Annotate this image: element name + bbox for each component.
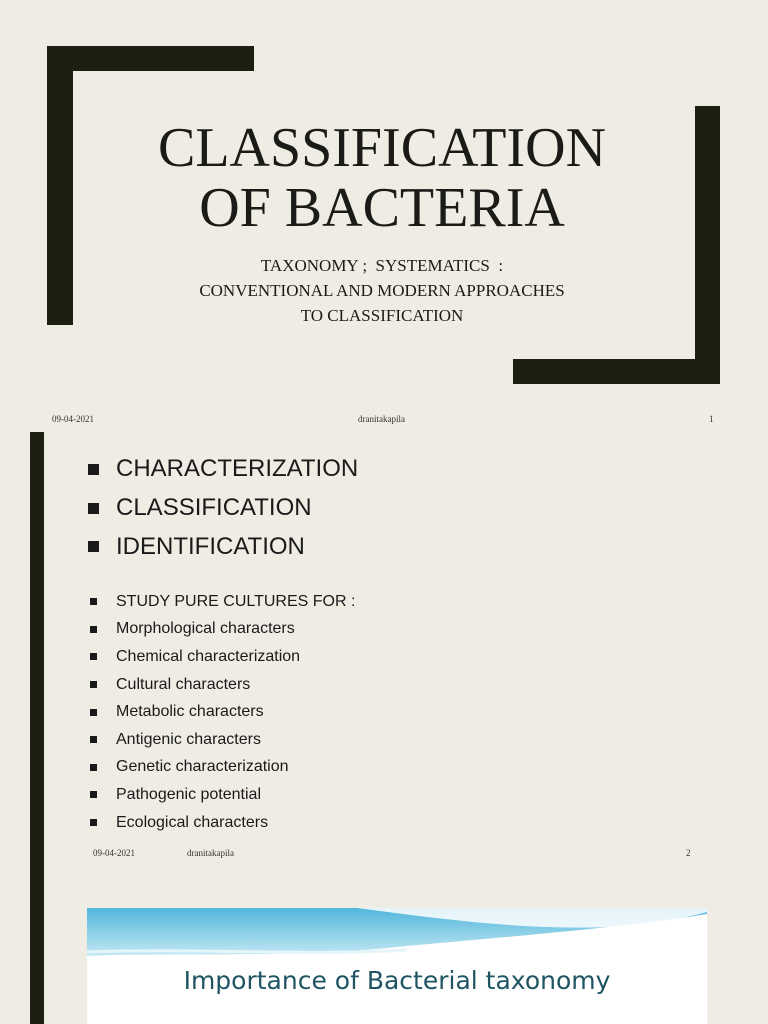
bullet-text: CLASSIFICATION <box>116 494 312 522</box>
bullet-square-icon <box>90 598 97 605</box>
bullet-text: Genetic characterization <box>116 758 289 776</box>
slide-3 <box>0 872 768 1024</box>
subtitle-line-2: CONVENTIONAL AND MODERN APPROACHES <box>199 281 565 300</box>
list-item <box>90 588 355 616</box>
list-item <box>90 726 355 754</box>
main-bullet-list <box>88 450 358 566</box>
left-accent-bar <box>30 872 44 1024</box>
footer-author: dranitakapila <box>358 414 405 424</box>
sub-bullet-list <box>90 588 355 836</box>
bullet-square-icon <box>90 653 97 660</box>
list-item <box>90 754 355 782</box>
list-item <box>90 643 355 671</box>
bullet-text: Morphological characters <box>116 620 295 638</box>
slide-title <box>100 118 664 238</box>
slide-2 <box>0 432 768 872</box>
bullet-text: Metabolic characters <box>116 703 264 721</box>
bullet-text: Antigenic characters <box>116 730 261 748</box>
bullet-text: Cultural characters <box>116 675 251 693</box>
bullet-square-icon <box>88 541 99 552</box>
corner-bar-top-left-horizontal <box>47 46 254 71</box>
bullet-square-icon <box>90 764 97 771</box>
bullet-square-icon <box>88 503 99 514</box>
bullet-square-icon <box>90 819 97 826</box>
corner-bar-bottom-right-vertical <box>695 106 720 384</box>
header-banner <box>87 908 707 1024</box>
bullet-square-icon <box>90 709 97 716</box>
left-accent-bar <box>30 432 44 872</box>
subtitle-line-1: TAXONOMY ; SYSTEMATICS : <box>260 256 504 275</box>
title-line-2: OF BACTERIA <box>199 177 565 239</box>
list-item <box>88 450 358 489</box>
list-item <box>90 671 355 699</box>
subtitle-line-3: TO CLASSIFICATION <box>300 306 464 325</box>
list-item <box>88 489 358 528</box>
footer-date: 09-04-2021 <box>93 848 135 858</box>
bullet-square-icon <box>90 626 97 633</box>
corner-bar-bottom-right-horizontal <box>513 359 720 384</box>
slide-1 <box>0 0 768 432</box>
title-line-1: CLASSIFICATION <box>157 117 607 179</box>
footer-page-number: 1 <box>709 414 714 424</box>
bullet-square-icon <box>90 791 97 798</box>
slide-subtitle <box>100 253 664 328</box>
bullet-text: Ecological characters <box>116 813 269 831</box>
list-item <box>90 616 355 644</box>
bullet-text: CHARACTERIZATION <box>116 455 359 483</box>
bullet-text: Pathogenic potential <box>116 785 261 803</box>
list-item <box>90 698 355 726</box>
bullet-square-icon <box>90 736 97 743</box>
corner-bar-top-left-vertical <box>47 46 73 325</box>
bullet-square-icon <box>90 681 97 688</box>
footer-date: 09-04-2021 <box>52 414 94 424</box>
footer-page-number: 2 <box>686 848 691 858</box>
list-item <box>90 809 355 837</box>
list-item <box>90 781 355 809</box>
footer-author: dranitakapila <box>187 848 234 858</box>
bullet-text: IDENTIFICATION <box>116 532 305 560</box>
list-item <box>88 527 358 566</box>
bullet-square-icon <box>88 464 99 475</box>
bullet-text: STUDY PURE CULTURES FOR : <box>116 592 356 610</box>
bullet-text: Chemical characterization <box>116 647 301 665</box>
banner-title: Importance of Bacterial taxonomy <box>183 966 611 995</box>
